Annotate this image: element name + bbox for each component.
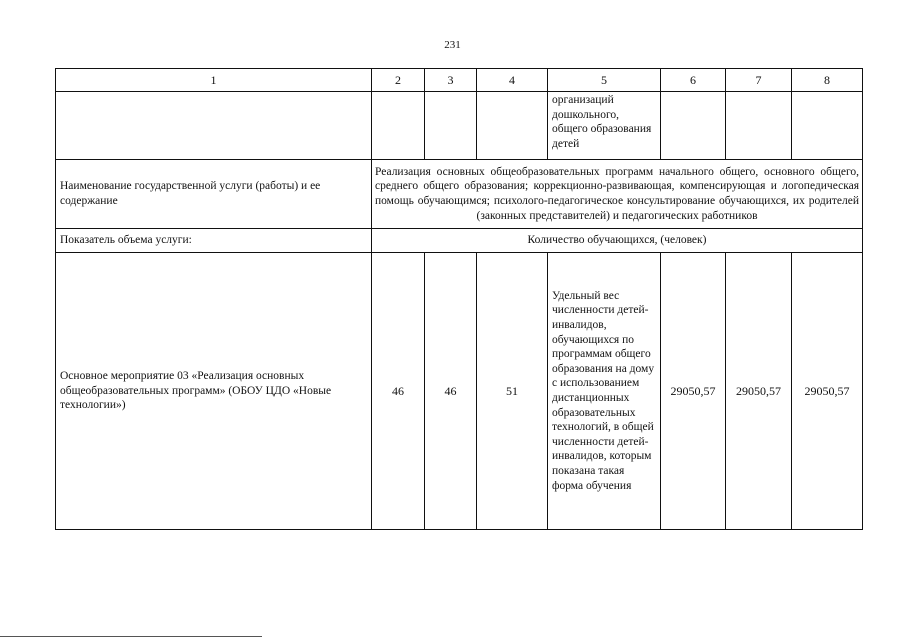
activity-col4: 51 — [477, 253, 548, 530]
header-cell-5: 5 — [548, 69, 661, 92]
service-row — [56, 160, 863, 229]
activity-row — [56, 253, 863, 530]
service-label: Наименование государственной услуги (работы) и ее содержание — [56, 160, 372, 229]
activity-col3: 46 — [425, 253, 477, 530]
activity-col6: 29050,57 — [661, 253, 726, 530]
continuation-cell-8 — [792, 92, 863, 160]
continuation-cell-2 — [372, 92, 425, 160]
header-cell-6: 6 — [661, 69, 726, 92]
continuation-cell-6 — [661, 92, 726, 160]
continuation-cell-7 — [726, 92, 792, 160]
activity-label: Основное мероприятие 03 «Реализация основных общеобразовательных программ» (ОБОУ ЦДО «Новые технологии») — [56, 253, 372, 530]
page-number: 231 — [444, 39, 461, 51]
header-cell-2: 2 — [372, 69, 425, 92]
activity-col8: 29050,57 — [792, 253, 863, 530]
header-cell-8: 8 — [792, 69, 863, 92]
continuation-cell-4 — [477, 92, 548, 160]
continuation-row — [56, 92, 863, 160]
service-description: Реализация основных общеобразовательных программ начального общего, основного общего, среднего общего образования; коррекционно-развивающая, компенсирующая и логопедическая помощь обучающимся; психолого-педагогическое консультирование обучающихся, их родителей (законных представителей) и педагогических работников — [372, 160, 863, 229]
volume-row — [56, 229, 863, 253]
activity-indicator-text: Удельный вес численности детей-инвалидов, обучающихся по программам общего образования на дому с использованием дистанционных образовательных технологий, в общей численности детей-инвалидов, которым показана такая форма обучения — [548, 253, 661, 530]
continuation-indicator-text: организаций дошкольного, общего образования детей — [548, 92, 661, 160]
header-cell-7: 7 — [726, 69, 792, 92]
footer-divider — [0, 636, 262, 637]
volume-label: Показатель объема услуги: — [56, 229, 372, 253]
header-row — [56, 69, 863, 92]
continuation-cell-3 — [425, 92, 477, 160]
continuation-cell-1 — [56, 92, 372, 160]
volume-value: Количество обучающихся, (человек) — [372, 229, 863, 253]
header-cell-4: 4 — [477, 69, 548, 92]
header-cell-1: 1 — [56, 69, 372, 92]
header-cell-3: 3 — [425, 69, 477, 92]
budget-table — [55, 68, 863, 530]
activity-col7: 29050,57 — [726, 253, 792, 530]
activity-col2: 46 — [372, 253, 425, 530]
